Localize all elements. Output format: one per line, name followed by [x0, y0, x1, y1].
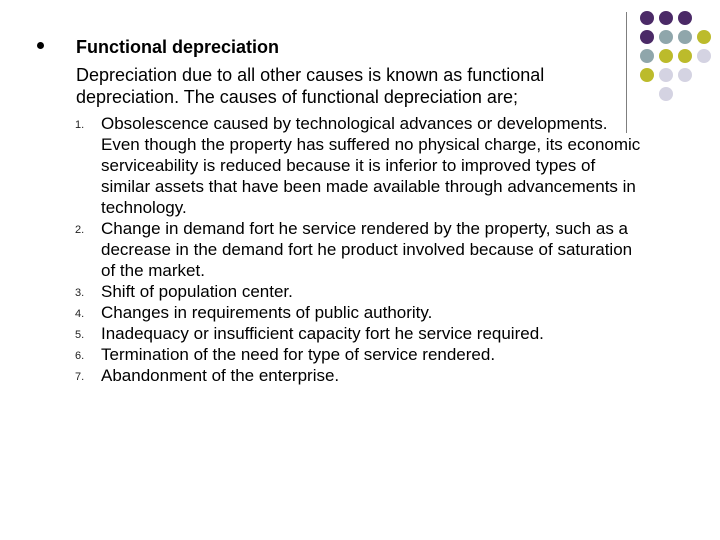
list-item	[76, 281, 646, 302]
list-item	[76, 113, 646, 218]
list-item-text: Abandonment of the enterprise.	[101, 366, 340, 385]
bullet-icon	[37, 42, 44, 49]
decor-dot	[640, 68, 654, 82]
intro-paragraph: Depreciation due to all other causes is known as functional depreciation. The causes of functional depreciation are;	[76, 65, 545, 107]
list-number: 4.	[75, 308, 85, 320]
list-number: 6.	[75, 350, 85, 362]
decor-dot	[678, 11, 692, 25]
decorative-dot-grid	[640, 11, 720, 121]
list-item-text: Shift of population center.	[101, 282, 293, 301]
decor-dot	[659, 30, 673, 44]
decor-dot	[640, 49, 654, 63]
decor-dot	[640, 11, 654, 25]
list-item-text: Inadequacy or insufficient capacity fort he service required.	[101, 324, 544, 343]
decor-dot	[640, 30, 654, 44]
decor-dot	[697, 49, 711, 63]
decor-dot	[659, 49, 673, 63]
decor-dot	[697, 30, 711, 44]
list-item-text: Change in demand fort he service rendered by the property, such as a decrease in the demand fort he product involved because of saturation of the market.	[101, 219, 633, 280]
decor-dot	[659, 87, 673, 101]
causes-list	[76, 113, 646, 386]
list-item	[76, 218, 646, 281]
list-item	[76, 365, 646, 386]
list-number: 5.	[75, 329, 85, 341]
decor-dot	[678, 30, 692, 44]
list-item	[76, 323, 646, 344]
list-item-text: Termination of the need for type of service rendered.	[101, 345, 496, 364]
list-item	[76, 302, 646, 323]
decor-dot	[659, 68, 673, 82]
slide-title: Functional depreciation	[76, 37, 280, 57]
decor-dot	[659, 11, 673, 25]
list-number: 2.	[75, 224, 85, 236]
list-item-text: Obsolescence caused by technological advances or developments. Even though the property has suffered no physical charge, its economic serviceability is reduced because it is inferior to improved types of similar assets that have been made available through advancements in technology.	[101, 114, 641, 217]
list-number: 7.	[75, 371, 85, 383]
list-number: 1.	[75, 119, 85, 131]
list-item	[76, 344, 646, 365]
decor-dot	[678, 49, 692, 63]
list-item-text: Changes in requirements of public authority.	[101, 303, 433, 322]
decor-dot	[678, 68, 692, 82]
list-number: 3.	[75, 287, 85, 299]
